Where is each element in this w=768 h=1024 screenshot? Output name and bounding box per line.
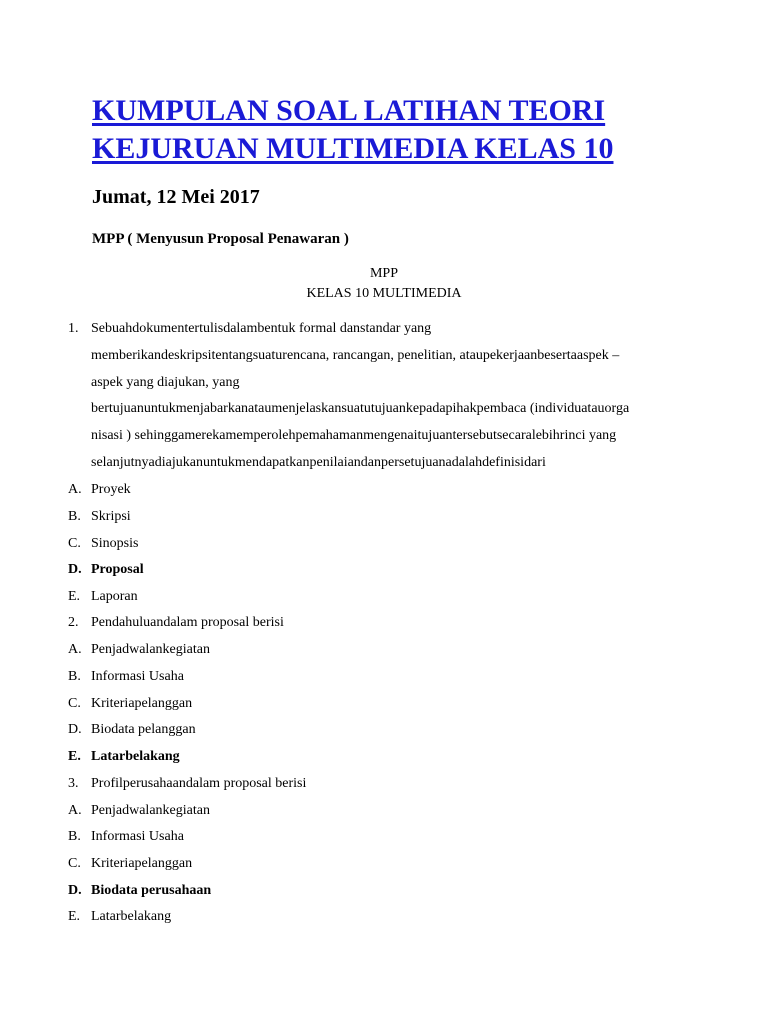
answer-option (68, 908, 171, 926)
option-text: Skripsi (91, 509, 131, 524)
option-letter: B. (68, 509, 81, 524)
answer-option (68, 588, 138, 606)
question-text-line: bertujuanuntukmenjabarkanataumenjelaskansuatutujuankepadapihakpembaca (individuatauorga (91, 401, 630, 416)
option-letter: C. (68, 856, 81, 871)
question-number: 1. (68, 321, 79, 336)
option-text: Laporan (91, 589, 138, 604)
option-text: Kriteriapelanggan (91, 696, 193, 711)
option-letter: C. (68, 536, 81, 551)
option-letter: D. (68, 722, 82, 737)
option-text: Proyek (91, 482, 131, 497)
answer-option (68, 668, 184, 686)
correct-answer-option (68, 882, 211, 900)
option-letter: A. (68, 803, 82, 818)
page-title-link[interactable] (92, 92, 732, 168)
option-text: Penjadwalankegiatan (91, 803, 210, 818)
option-text: Latarbelakang (91, 749, 180, 764)
option-text: Informasi Usaha (91, 829, 184, 844)
post-date: Jumat, 12 Mei 2017 (92, 186, 260, 208)
question-number: 3. (68, 776, 79, 791)
option-letter: E. (68, 749, 81, 764)
option-text: Penjadwalankegiatan (91, 642, 210, 657)
option-letter: B. (68, 829, 81, 844)
option-text: Informasi Usaha (91, 669, 184, 684)
answer-option (68, 855, 192, 873)
question-2 (68, 614, 284, 632)
option-letter: D. (68, 562, 82, 577)
section-subtitle: MPP ( Menyusun Proposal Penawaran ) (92, 231, 349, 247)
option-letter: C. (68, 696, 81, 711)
option-letter: D. (68, 883, 82, 898)
answer-option (68, 508, 131, 526)
question-text-line: nisasi ) sehinggamerekamemperolehpemahamanmengenaitujuantersebutsecaralebihrinci yang (91, 428, 617, 443)
option-letter: E. (68, 909, 81, 924)
option-text: Biodata pelanggan (91, 722, 196, 737)
header-subject: MPP (369, 266, 399, 281)
option-letter: B. (68, 669, 81, 684)
question-text-line: selanjutnyadiajukanuntukmendapatkanpenilaiandanpersetujuanadalahdefinisidari (91, 455, 546, 470)
question-text-line: Profilperusahaandalam proposal berisi (91, 776, 307, 791)
answer-option (68, 802, 210, 820)
option-text: Sinopsis (91, 536, 139, 551)
option-letter: A. (68, 642, 82, 657)
option-text: Kriteriapelanggan (91, 856, 193, 871)
option-text: Latarbelakang (91, 909, 172, 924)
question-text-line: aspek yang diajukan, yang (91, 375, 240, 390)
question-number: 2. (68, 615, 79, 630)
question-text-line: Pendahuluandalam proposal berisi (91, 615, 284, 630)
header-class: KELAS 10 MULTIMEDIA (306, 286, 462, 301)
answer-option (68, 641, 210, 659)
option-text: Proposal (91, 562, 144, 577)
question-3 (68, 775, 306, 793)
correct-answer-option (68, 748, 180, 766)
question-text-line: memberikandeskripsitentangsuaturencana, rancangan, penelitian, ataupekerjaanbesertaaspek – (91, 348, 620, 363)
option-letter: A. (68, 482, 82, 497)
correct-answer-option (68, 561, 144, 579)
question-text-line: Sebuahdokumentertulisdalambentuk formal danstandar yang (91, 321, 432, 336)
option-letter: E. (68, 589, 81, 604)
option-text: Biodata perusahaan (91, 883, 212, 898)
question-1 (68, 320, 431, 338)
answer-option (68, 695, 192, 713)
answer-option (68, 535, 138, 553)
answer-option (68, 828, 184, 846)
title-line-2[interactable]: KEJURUAN MULTIMEDIA KELAS 10 (92, 132, 614, 165)
answer-option (68, 721, 196, 739)
title-line-1[interactable]: KUMPULAN SOAL LATIHAN TEORI (92, 94, 606, 127)
answer-option (68, 481, 131, 499)
